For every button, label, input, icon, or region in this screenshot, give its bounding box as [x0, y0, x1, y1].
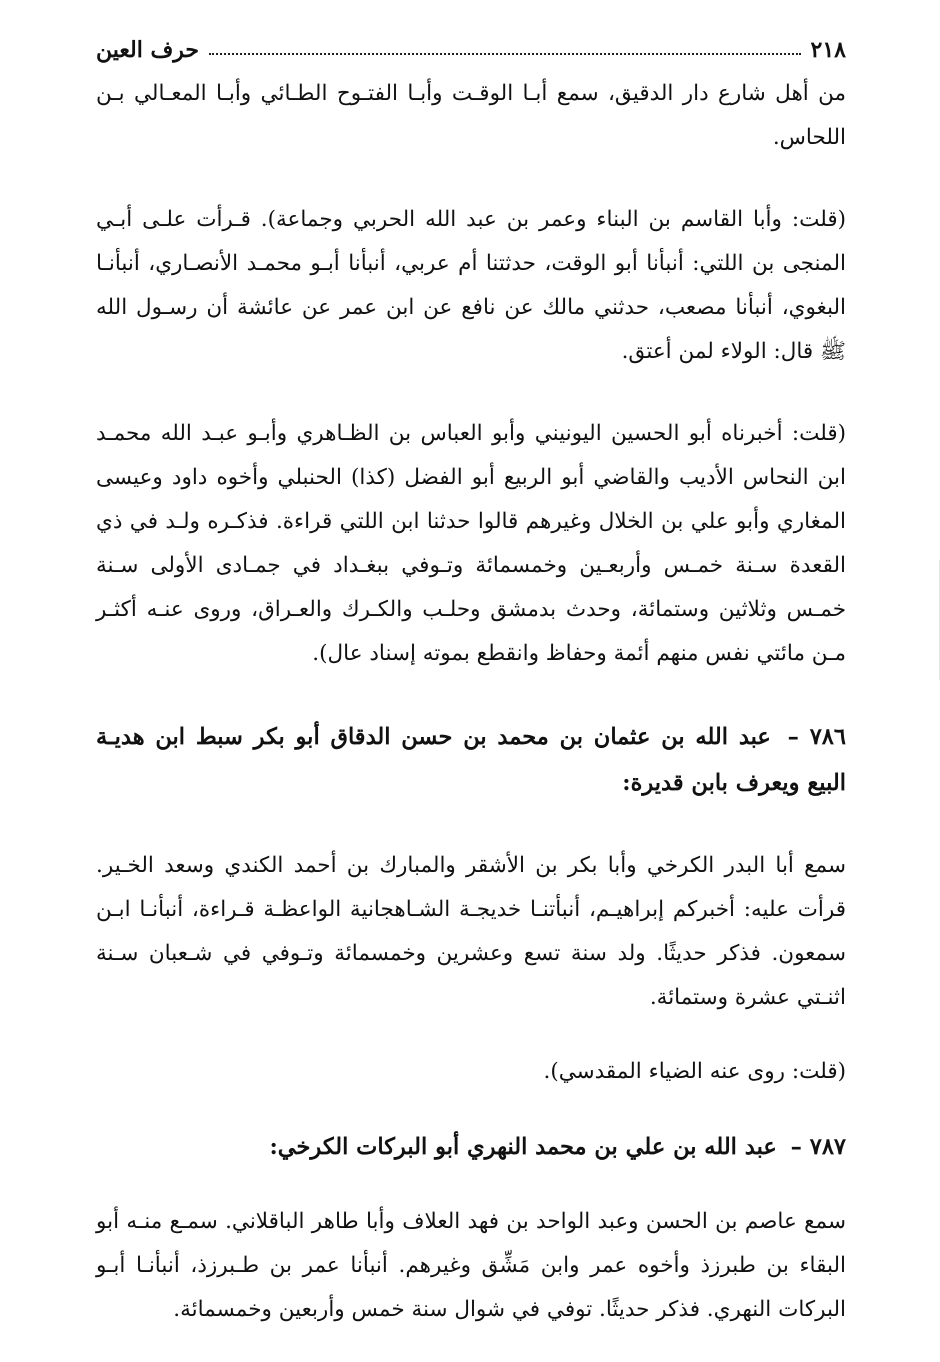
entry-786-number: ٧٨٦ –	[787, 724, 846, 750]
paragraph-1: من أهل شارع دار الدقيق، سمع أبـا الوقـت وأبـا الفتـوح الطـائي وأبـا المعـالي بـن اللحاس.	[96, 81, 846, 150]
entry-787-number: ٧٨٧ –	[790, 1134, 846, 1160]
page-header	[96, 28, 846, 72]
paragraph-6: سمع عاصم بن الحسن وعبد الواحد بن فهد العلاف وأبا طاهر الباقلاني. سمـع منـه أبو البقاء بن طبرزذ وأخوه عمر وابن مَشِّق وغيرهم. أنبأنا عمر بن طـبرزذ، أنبأنـا أبـو البركات النهري. فذكر حديثًا. توفي في شوال سنة خمس وأربعين وخمسمائة.	[96, 1209, 846, 1322]
book-page	[96, 28, 846, 1332]
entry-786-heading	[96, 714, 846, 806]
header-dotted-leader	[209, 53, 801, 55]
entry-787-heading	[96, 1124, 846, 1170]
entry-787-title: عبد الله بن علي بن محمد النهري أبو البركات الكرخي:	[269, 1134, 777, 1160]
paragraph-3: (قلت: أخبرناه أبو الحسين اليونيني وأبو العباس بن الظـاهري وأبـو عبـد الله محمـد ابن النحاس الأديب والقاضي أبو الربيع أبو الفضل (كذا) الحنبلي وأخوه داود وعيسى المغاري وأبو علي بن الخلال وغيرهم قالوا حدثنا ابن اللتي قراءة. فذكـره ولـد في ذي القعدة سـنة خمـس وأربعـين وخمسمائة وتـوفي ببغـداد في جمـادى الأولى سـنة خمـس وثلاثين وستمائة، وحدث بدمشق وحلـب والكـرك والعـراق، وروى عنـه أكثـر مـن مائتي نفس منهم أئمة وحفاظ وانقطع بموته إسناد عال).	[96, 421, 846, 666]
chapter-title: حرف العين	[96, 37, 200, 63]
paragraph-4: سمع أبا البدر الكرخي وأبا بكر بن الأشقر والمبارك بن أحمد الكندي وسعد الخـير. قرأت عليه: أخبركم إبراهيـم، أنبأتنـا خديجـة الشـاهجانية الواعظـة قـراءة، أنبأنـا ابـن سمعون. فذكر حديثًا. ولد سنة تسع وعشرين وخمسمائة وتـوفي في شـعبان سـنة اثنـتي عشرة وستمائة.	[96, 853, 846, 1010]
paragraph-5: (قلت: روى عنه الضياء المقدسي).	[543, 1059, 846, 1084]
paragraph-2: (قلت: وأبا القاسم بن البناء وعمر بن عبد الله الحربي وجماعة). قـرأت علـى أبـي المنجى بن اللتي: أنبأنا أبو الوقت، حدثتنا أم عربي، أنبأنا أبـو محمـد الأنصـاري، أنبأنـا البغوي، أنبأنا مصعب، حدثني مالك عن نافع عن ابن عمر عن عائشة أن رسـول الله ﷺ قال: الولاء لمن أعتق.	[96, 207, 846, 364]
entry-786-title: عبد الله بن عثمان بن محمد بن حسن الدقاق أبو بكر سبط ابن هديـة البيع ويعرف بابن قديرة:	[96, 724, 846, 796]
page-number: ٢١٨	[810, 37, 846, 63]
